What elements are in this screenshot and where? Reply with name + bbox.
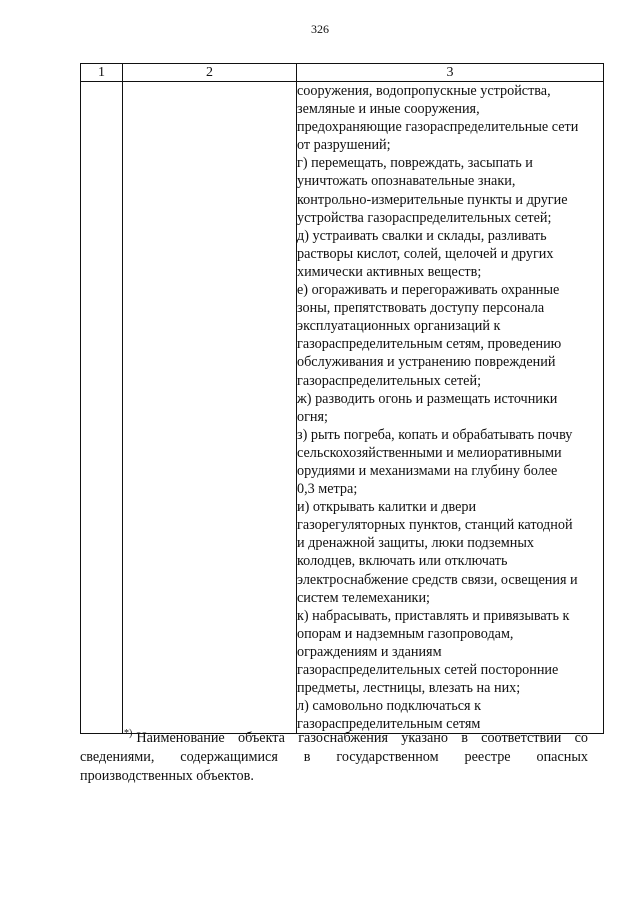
requirements-table xyxy=(80,63,604,734)
text-line: д) устраивать свалки и склады, разливать xyxy=(297,227,547,244)
text-line: и) открывать калитки и двери xyxy=(297,499,477,516)
footnote-text-1: Наименование объекта газоснабжения указано в соответствии со xyxy=(136,730,588,746)
text-line: е) огораживать и перегораживать охранные xyxy=(297,282,560,299)
text-line: опорам и надземным газопроводам, xyxy=(297,625,514,642)
table-header-row xyxy=(81,64,604,82)
text-line: газорегуляторных пунктов, станций катодной xyxy=(297,517,573,534)
text-line: газораспределительным сетям xyxy=(297,716,481,733)
column-header-1: 1 xyxy=(81,64,123,82)
text-line: от разрушений; xyxy=(297,137,391,154)
text-line: устройства газораспределительных сетей; xyxy=(297,209,552,226)
text-line: контрольно-измерительные пункты и другие xyxy=(297,191,568,208)
column-header-2: 2 xyxy=(123,64,297,82)
footnote-line-3: производственных объектов. xyxy=(80,768,254,784)
text-line: газораспределительным сетям, проведению xyxy=(297,336,562,353)
page-number: 326 xyxy=(311,22,329,36)
text-line: колодцев, включать или отключать xyxy=(297,553,508,570)
text-line: к) набрасывать, приставлять и привязывать к xyxy=(297,607,570,624)
restrictions-text xyxy=(297,82,603,733)
text-line: орудиями и механизмами на глубину более xyxy=(297,462,558,479)
text-line: сооружения, водопропускные устройства, xyxy=(297,83,551,99)
table-row xyxy=(81,82,604,734)
text-line: обслуживания и устранению повреждений xyxy=(297,354,556,371)
text-line: ограждениям и зданиям xyxy=(297,643,442,660)
text-line: сельскохозяйственными и мелиоративными xyxy=(297,444,562,461)
text-line: предметы, лестницы, влезать на них; xyxy=(297,680,521,697)
text-line: систем телемеханики; xyxy=(297,589,430,606)
text-line: эксплуатационных организаций к xyxy=(297,318,501,335)
footnote-line-1 xyxy=(80,729,588,748)
text-line: 0,3 метра; xyxy=(297,481,358,498)
cell-col-2 xyxy=(123,82,297,734)
footnote-line-2: сведениями, содержащимися в государственном реестре опасных xyxy=(80,749,588,765)
text-line: ж) разводить огонь и размещать источники xyxy=(297,390,558,407)
text-line: огня; xyxy=(297,408,328,425)
text-line: газораспределительных сетей посторонние xyxy=(297,662,559,678)
text-line: и дренажной защиты, люки подземных xyxy=(297,535,534,552)
text-line: земляные и иные сооружения, xyxy=(297,101,480,118)
footnote xyxy=(80,729,588,786)
text-line: химически активных веществ; xyxy=(297,263,482,280)
text-line: газораспределительных сетей; xyxy=(297,372,482,389)
cell-col-1 xyxy=(81,82,123,734)
column-header-3: 3 xyxy=(297,64,604,82)
text-line: зоны, препятствовать доступу персонала xyxy=(297,300,545,317)
cell-col-3 xyxy=(297,82,604,734)
text-line: л) самовольно подключаться к xyxy=(297,698,482,715)
text-line: предохраняющие газораспределительные сети xyxy=(297,119,579,136)
text-line: растворы кислот, солей, щелочей и других xyxy=(297,245,554,262)
text-line: з) рыть погреба, копать и обрабатывать почву xyxy=(297,426,573,443)
text-line: уничтожать опознавательные знаки, xyxy=(297,173,516,190)
text-line: г) перемещать, повреждать, засыпать и xyxy=(297,155,533,172)
footnote-mark: *) xyxy=(124,728,133,740)
text-line: электроснабжение средств связи, освещения и xyxy=(297,571,578,588)
